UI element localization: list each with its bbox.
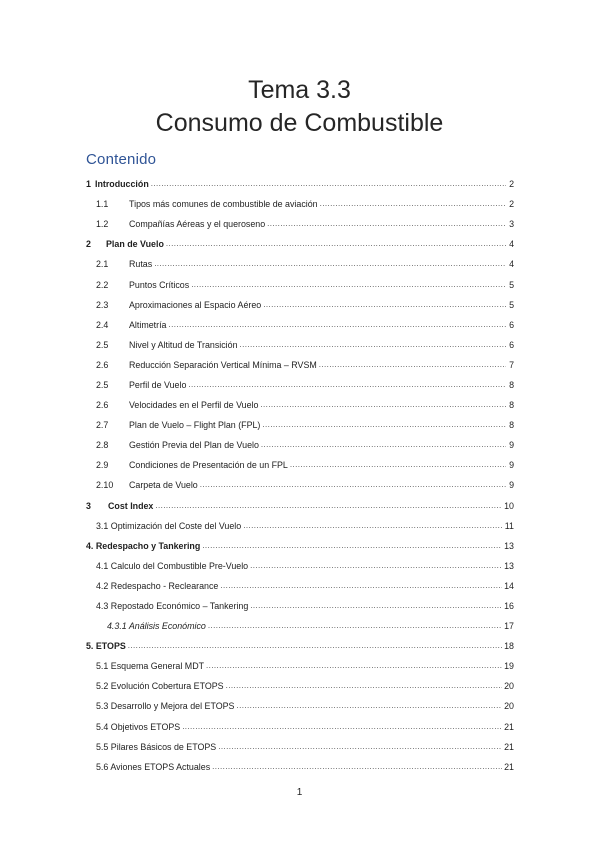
toc-entry-page: 18 [504, 641, 514, 652]
toc-leader-dots [263, 301, 506, 309]
toc-leader-dots [168, 321, 506, 329]
toc-entry-title: 5.1 Esquema General MDT [96, 661, 205, 672]
toc-entry-title: 4.2 Redespacho - Reclearance [96, 580, 219, 591]
toc-entry-number: 2.5 [96, 379, 109, 390]
toc-entry-title: Perfil de Vuelo [129, 379, 187, 390]
toc-entry-title: 4.3 Repostado Económico – Tankering [96, 601, 249, 612]
toc-entry-title: Puntos Críticos [129, 279, 190, 290]
toc-leader-dots [220, 582, 502, 590]
toc-entry-2-7[interactable] [86, 415, 514, 435]
toc-entry-page: 14 [504, 580, 514, 591]
toc-entry-2-8[interactable] [86, 435, 514, 455]
toc-entry-2-9[interactable] [86, 455, 514, 475]
toc-entry-2[interactable] [86, 234, 514, 254]
toc-entry-5-3[interactable] [86, 696, 514, 716]
toc-entry-number: 2.6 [96, 400, 109, 411]
toc-entry-4-2[interactable] [86, 576, 514, 596]
toc-leader-dots [250, 602, 502, 610]
toc-entry-number: 2.7 [96, 420, 109, 431]
toc-entry-number: 2.10 [96, 480, 114, 491]
toc-leader-dots [267, 220, 506, 228]
toc-entry-4-3[interactable] [86, 596, 514, 616]
toc-entry-title: Introducción [95, 179, 149, 190]
toc-entry-number: 2.6 [96, 359, 109, 370]
toc-entry-page: 10 [504, 500, 514, 511]
toc-entry-page: 19 [504, 661, 514, 672]
toc-leader-dots [262, 421, 506, 429]
toc-entry-title: 5.4 Objetivos ETOPS [96, 721, 181, 732]
toc-entry-2-3[interactable] [86, 295, 514, 315]
toc-entry-page: 11 [504, 520, 514, 531]
toc-entry-4-1[interactable] [86, 556, 514, 576]
toc-entry-number: 2.2 [96, 279, 109, 290]
toc-entry-page: 7 [509, 359, 514, 370]
toc-entry-page: 13 [504, 540, 514, 551]
toc-entry-page: 17 [504, 621, 514, 632]
toc-entry-page: 8 [509, 379, 514, 390]
document-title-line-2: Consumo de Combustible [155, 109, 444, 137]
toc-leader-dots [151, 180, 506, 188]
toc-leader-dots [188, 381, 506, 389]
toc-entry-title: 5.6 Aviones ETOPS Actuales [96, 761, 211, 772]
toc-entry-page: 21 [504, 741, 514, 752]
toc-entry-title: 5.2 Evolución Cobertura ETOPS [96, 681, 224, 692]
toc-entry-4-3-1[interactable] [86, 616, 514, 636]
toc-leader-dots [290, 461, 506, 469]
toc-leader-dots [206, 662, 502, 670]
toc-entry-1-2[interactable] [86, 214, 514, 234]
toc-entry-number: 3 [86, 500, 91, 511]
toc-leader-dots [202, 542, 502, 550]
toc-leader-dots [155, 502, 502, 510]
toc-entry-title: Altimetría [129, 319, 167, 330]
toc-entry-page: 2 [509, 179, 514, 190]
toc-entry-page: 4 [509, 259, 514, 270]
toc-leader-dots [320, 200, 506, 208]
toc-entry-title: 4. Redespacho y Tankering [86, 540, 201, 551]
toc-leader-dots [243, 522, 503, 530]
toc-entry-number: 2.8 [96, 440, 109, 451]
toc-leader-dots [226, 682, 503, 690]
toc-entry-title: Rutas [129, 259, 153, 270]
toc-entry-4[interactable] [86, 536, 514, 556]
toc-entry-5-6[interactable] [86, 757, 514, 777]
toc-entry-3-1[interactable] [86, 516, 514, 536]
toc-entry-2-1[interactable] [86, 254, 514, 274]
toc-entry-title: Reducción Separación Vertical Mínima – RVSM [129, 359, 317, 370]
toc-entry-title: Condiciones de Presentación de un FPL [129, 460, 288, 471]
toc-entry-page: 8 [509, 420, 514, 431]
toc-entry-title: 5.3 Desarrollo y Mejora del ETOPS [96, 701, 235, 712]
toc-entry-page: 9 [509, 460, 514, 471]
toc-leader-dots [208, 622, 502, 630]
toc-entry-2-2[interactable] [86, 274, 514, 294]
toc-entry-title: Gestión Previa del Plan de Vuelo [129, 440, 259, 451]
toc-leader-dots [261, 441, 506, 449]
toc-entry-page: 3 [509, 219, 514, 230]
toc-leader-dots [218, 743, 502, 751]
toc-entry-2-5[interactable] [86, 335, 514, 355]
toc-leader-dots [191, 281, 506, 289]
toc-leader-dots [260, 401, 506, 409]
toc-heading: Contenido [86, 151, 157, 168]
toc-entry-title: 4.3.1 Análisis Económico [107, 621, 206, 632]
toc-entry-page: 8 [509, 400, 514, 411]
toc-entry-2-6[interactable] [86, 355, 514, 375]
toc-leader-dots [240, 341, 506, 349]
toc-leader-dots [212, 763, 502, 771]
toc-entry-title: Tipos más comunes de combustible de aviación [129, 199, 318, 210]
toc-entry-page: 9 [509, 440, 514, 451]
toc-entry-page: 16 [504, 601, 514, 612]
document-title-line-1: Tema 3.3 [248, 76, 351, 104]
toc-entry-title: 3.1 Optimización del Coste del Vuelo [96, 520, 242, 531]
toc-entry-page: 5 [509, 299, 514, 310]
toc-entry-page: 6 [509, 319, 514, 330]
toc-entry-3[interactable] [86, 496, 514, 516]
toc-entry-5[interactable] [86, 636, 514, 656]
toc-entry-page: 9 [509, 480, 514, 491]
toc-entry-number: 1 [86, 179, 91, 190]
toc-entry-page: 5 [509, 279, 514, 290]
toc-entry-page: 20 [504, 681, 514, 692]
toc-entry-title: Cost Index [108, 500, 154, 511]
toc-entry-5-2[interactable] [86, 676, 514, 696]
toc-entry-title: Aproximaciones al Espacio Aéreo [129, 299, 262, 310]
toc-entry-2-6b[interactable] [86, 395, 514, 415]
toc-leader-dots [319, 361, 506, 369]
toc-entry-number: 2.5 [96, 339, 109, 350]
toc-entry-number: 2.9 [96, 460, 109, 471]
toc-entry-title: 5. ETOPS [86, 641, 126, 652]
toc-entry-page: 4 [509, 239, 514, 250]
toc-leader-dots [128, 642, 502, 650]
toc-entry-page: 13 [504, 560, 514, 571]
toc-entry-2-10[interactable] [86, 475, 514, 495]
toc-leader-dots [200, 481, 506, 489]
toc-leader-dots [250, 562, 502, 570]
toc-leader-dots [182, 723, 502, 731]
toc-entry-page: 6 [509, 339, 514, 350]
toc-entry-number: 1.1 [96, 199, 109, 210]
toc-entry-1[interactable] [86, 174, 514, 194]
page-number: 1 [296, 787, 303, 798]
toc-entry-number: 2.1 [96, 259, 109, 270]
table-of-contents [86, 174, 514, 777]
toc-entry-2-4[interactable] [86, 315, 514, 335]
toc-entry-1-1[interactable] [86, 194, 514, 214]
toc-entry-title: 4.1 Calculo del Combustible Pre-Vuelo [96, 560, 249, 571]
toc-entry-page: 21 [504, 721, 514, 732]
toc-entry-5-1[interactable] [86, 656, 514, 676]
toc-entry-number: 2.3 [96, 299, 109, 310]
toc-entry-number: 2 [86, 239, 91, 250]
toc-entry-2-5b[interactable] [86, 375, 514, 395]
toc-entry-title: 5.5 Pilares Básicos de ETOPS [96, 741, 217, 752]
toc-entry-page: 20 [504, 701, 514, 712]
toc-entry-title: Carpeta de Vuelo [129, 480, 198, 491]
toc-entry-5-5[interactable] [86, 737, 514, 757]
toc-entry-number: 2.4 [96, 319, 109, 330]
toc-leader-dots [166, 240, 506, 248]
toc-leader-dots [154, 260, 506, 268]
toc-entry-page: 2 [509, 199, 514, 210]
toc-entry-number: 1.2 [96, 219, 109, 230]
toc-entry-title: Velocidades en el Perfil de Vuelo [129, 400, 259, 411]
toc-entry-title: Plan de Vuelo [106, 239, 164, 250]
toc-entry-title: Nivel y Altitud de Transición [129, 339, 238, 350]
toc-entry-5-4[interactable] [86, 717, 514, 737]
toc-leader-dots [236, 702, 502, 710]
toc-entry-title: Compañías Aéreas y el queroseno [129, 219, 266, 230]
toc-entry-page: 21 [504, 761, 514, 772]
toc-entry-title: Plan de Vuelo – Flight Plan (FPL) [129, 420, 261, 431]
